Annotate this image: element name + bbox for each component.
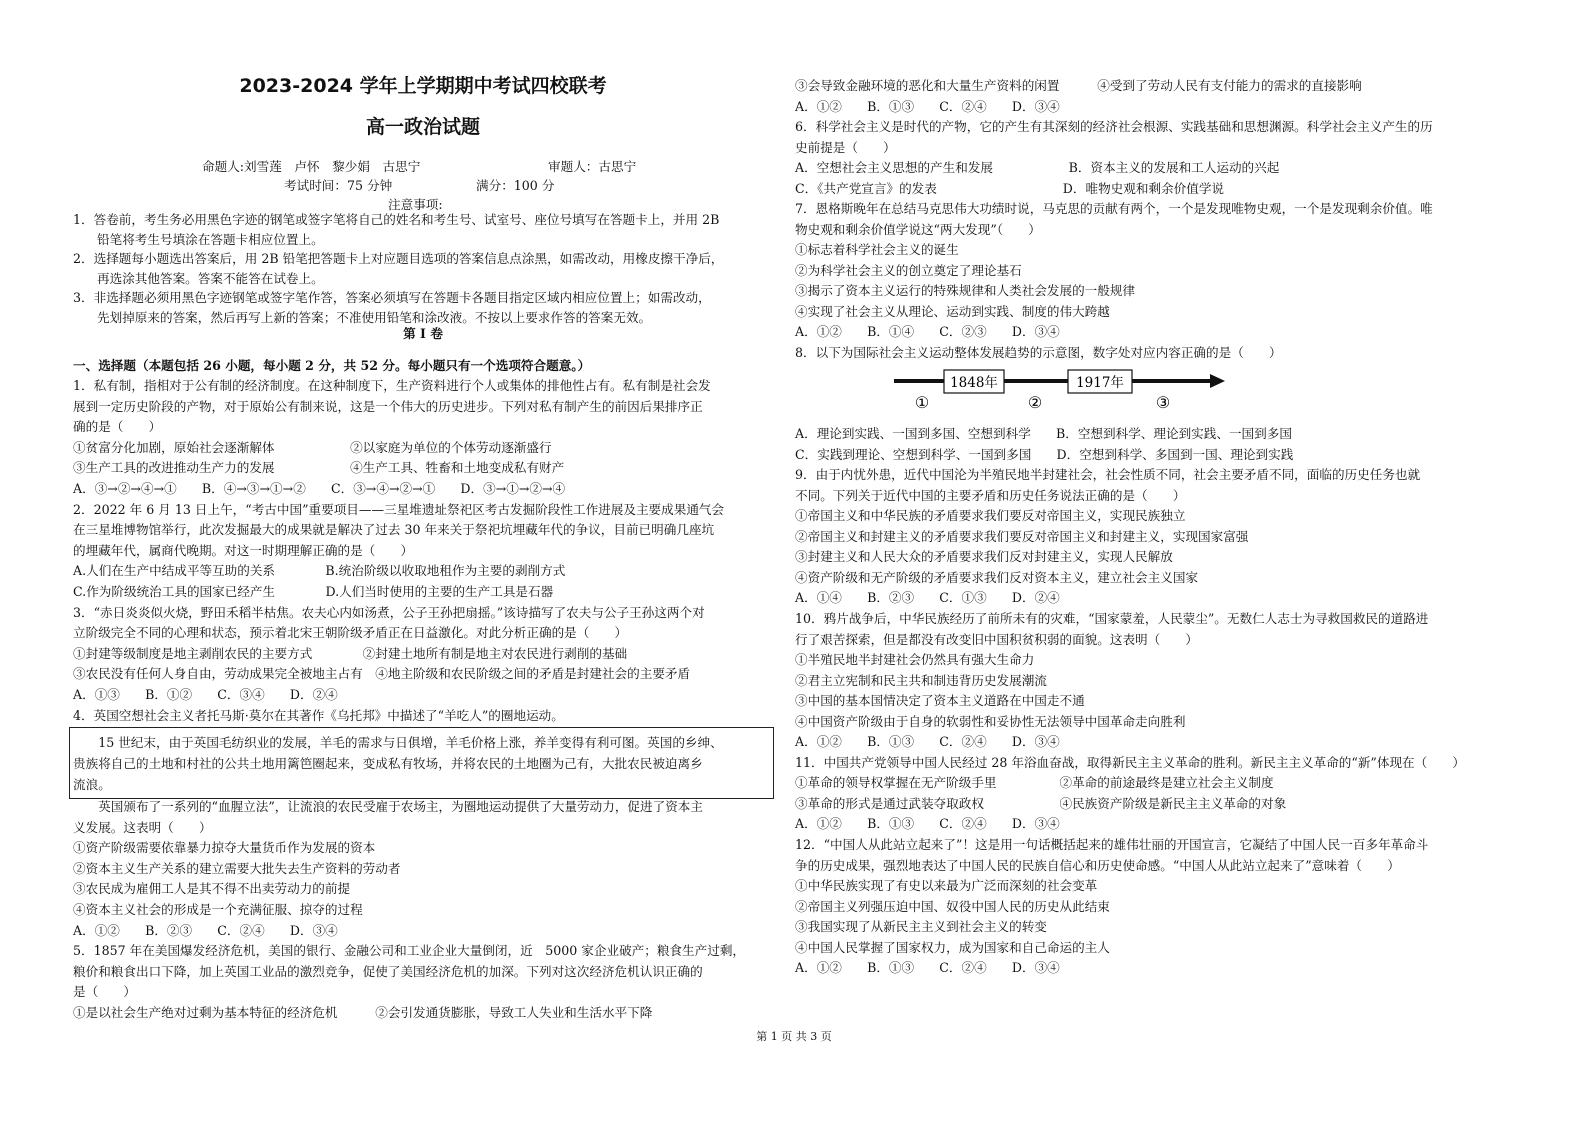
right-lines2-line: ③中国的基本国情决定了资本主义道路在中国走不通 bbox=[795, 693, 1085, 709]
page-footer: 第 1 页 共 3 页 bbox=[756, 1030, 832, 1043]
right-lines2-line: ④资产阶级和无产阶级的矛盾要求我们反对资本主义，建立社会主义国家 bbox=[795, 569, 1198, 585]
right-lines2-line: A．①② B．①③ C．②④ D．③④ bbox=[795, 816, 1060, 832]
timeline-diagram bbox=[890, 365, 1235, 415]
right-lines2-line: 10．鸦片战争后，中华民族经历了前所未有的灾难，“国家蒙羞，人民蒙尘”。无数仁人志士为寻救国救民的道路进 bbox=[795, 610, 1429, 626]
right-lines2-line: 行了艰苦探索，但是都没有改变旧中国积贫积弱的面貌。这表明（ ） bbox=[795, 631, 1198, 647]
right-lines2-line: 争的历史成果，强烈地表达了中国人民的民族自信心和历史使命感。“中国人从此站立起来了”意味着（ ） bbox=[795, 857, 1400, 873]
left-lines2-line: 是（ ） bbox=[73, 984, 136, 1000]
left-lines-line: 1．私有制，指相对于公有制的经济制度。在这种制度下，生产资料进行个人或集体的排他性占有。私有制是社会发 bbox=[73, 378, 711, 393]
left-lines-line: 立阶级完全不同的心理和状态，预示着北宋王朝阶级矛盾正在日益激化。对此分析正确的是（ ） bbox=[73, 625, 628, 641]
left-lines2-line: 英国颁布了一系列的“血腥立法”，让流浪的农民受雇于农场主，为圈地运动提供了大量劳动力，促进了资本主 bbox=[73, 799, 703, 814]
reviewer-line: 审题人：古思宁 bbox=[548, 159, 637, 174]
box-lines-line: 15 世纪末，由于英国毛纺织业的发展，羊毛的需求与日俱增，羊毛价格上涨，养羊变得有利可图。英国的乡绅、 bbox=[73, 735, 723, 750]
left-lines-line: 4．英国空想社会主义者托马斯·莫尔在其著作《乌托邦》中描述了“羊吃人”的圈地运动。 bbox=[73, 707, 564, 723]
notices-line: 2．选择题每小题选出答案后，用 2B 铅笔把答题卡上对应题目选项的答案信息点涂黑，如需改动，用橡皮擦干净后， bbox=[73, 251, 724, 267]
right-lines2-line: ①帝国主义和中华民族的矛盾要求我们要反对帝国主义，实现民族独立 bbox=[795, 508, 1186, 524]
left-lines-line: ①贫富分化加剧，原始社会逐渐解体 ②以家庭为单位的个体劳动逐渐盛行 bbox=[73, 439, 552, 455]
notices-line: 先划掉原来的答案，然后再写上新的答案；不准使用铅笔和涂改液。不按以上要求作答的答案无效。 bbox=[97, 310, 652, 325]
left-lines-line: A.人们在生产中结成平等互助的关系 B.统治阶级以收取地租作为主要的剥削方式 bbox=[73, 563, 566, 579]
box-lines-line: 贵族将自己的土地和村社的公共土地用篱笆圈起来，变成私有牧场，并将农民的土地圈为己有，大批农民被迫离乡 bbox=[73, 756, 703, 771]
left-lines-line: 展到一定历史阶段的产物，对于原始公有制来说，这是一个伟大的历史进步。下列对私有制产生的前因后果排序正 bbox=[73, 398, 703, 414]
timeline-label-1848: 1848年 bbox=[950, 375, 998, 391]
right-lines-line: C．《共产党宣言》的发表 D．唯物史观和剩余价值学说 bbox=[795, 180, 1225, 196]
notices-line: 3．非选择题必须用黑色字迹钢笔或签字笔作答，答案必须填写在答题卡各题目指定区域内相应位置上；如需改动， bbox=[73, 290, 711, 306]
left-lines-line: A．③→②→④→① B．④→③→①→② C．③→④→②→① D．③→①→②→④ bbox=[73, 481, 566, 496]
right-lines2-line: ④中国人民掌握了国家权力，成为国家和自己命运的主人 bbox=[795, 939, 1110, 955]
part-title: 一、选择题（本题包括 26 小题，每小题 2 分，共 52 分。每小题只有一个选项符合题意。） bbox=[73, 358, 591, 373]
right-lines2-line: ③我国实现了从新民主主义到社会主义的转变 bbox=[795, 919, 1047, 935]
right-lines2-line: 11．中国共产党领导中国人民经过 28 年浴血奋战，取得新民主主义革命的胜利。新民主主义革命的“新”体现在（ ） bbox=[795, 754, 1466, 770]
exam-time: 考试时间：75 分钟 bbox=[284, 178, 393, 193]
right-lines2-line: 9．由于内忧外患，近代中国沦为半殖民地半封建社会，社会性质不同，社会主要矛盾不同，面临的历史任务也就 bbox=[795, 467, 1421, 483]
left-lines-line: 的埋藏年代，属商代晚期。对这一时期理解正确的是（ ） bbox=[73, 542, 414, 558]
left-lines2-line: ①是以社会生产绝对过剩为基本特征的经济危机 ②会引发通货膨胀，导致工人失业和生活水平下降 bbox=[73, 1005, 653, 1020]
left-lines2-line: 粮价和粮食出口下降，加上英国工业品的激烈竞争，促使了美国经济危机的加深。下列对这次经济危机认识正确的 bbox=[73, 963, 703, 979]
right-lines2-line: A．①④ B．②③ C．①③ D．②④ bbox=[795, 590, 1060, 606]
full-score: 满分：100 分 bbox=[476, 178, 555, 193]
timeline-marker-1: ① bbox=[914, 393, 930, 412]
right-lines2-line: A．①② B．①③ C．②④ D．③④ bbox=[795, 734, 1060, 750]
right-lines-line: 8．以下为国际社会主义运动整体发展趋势的示意图，数字处对应内容正确的是（ ） bbox=[795, 344, 1282, 360]
left-lines-line: ③农民没有任何人身自由，劳动成果完全被地主占有 ④地主阶级和农民阶级之间的矛盾是封建社会的主要矛盾 bbox=[73, 666, 691, 682]
exam-subtitle: 高一政治试题 bbox=[365, 116, 480, 138]
exam-title: 2023-2024 学年上学期期中考试四校联考 bbox=[239, 75, 607, 97]
right-lines2-line: ③革命的形式是通过武装夺取政权 ④民族资产阶级是新民主主义革命的对象 bbox=[795, 795, 1287, 811]
right-lines2-line: 12．“中国人从此站立起来了”！这是用一句话概括起来的雄伟壮丽的开国宣言，它凝结了中国人民一百多年革命斗 bbox=[795, 837, 1429, 852]
notices-line: 铅笔将考生号填涂在答题卡相应位置上。 bbox=[97, 231, 324, 247]
left-lines-line: 确的是（ ） bbox=[73, 419, 162, 435]
right-lines2-line: A．理论到实践、一国到多国、空想到科学 B．空想到科学、理论到实践、一国到多国 bbox=[795, 426, 1292, 441]
left-lines-line: ①封建等级制度是地主剥削农民的主要方式 ②封建土地所有制是地主对农民进行剥削的基础 bbox=[73, 645, 628, 661]
timeline-marker-2: ② bbox=[1027, 393, 1043, 412]
notice-title: 注意事项: bbox=[388, 197, 443, 212]
right-lines2-line: ②君主立宪制和民主共和制违背历史发展潮流 bbox=[795, 672, 1047, 688]
left-lines2-line: ④资本主义社会的形成是一个充满征服、掠夺的过程 bbox=[73, 902, 363, 917]
right-lines-line: ③会导致金融环境的恶化和大量生产资料的闲置 ④受到了劳动人民有支付能力的需求的直接影响 bbox=[795, 78, 1362, 93]
right-lines2-line: 不同。下列关于近代中国的主要矛盾和历史任务说法正确的是（ ） bbox=[795, 487, 1186, 503]
timeline-label-1917: 1917年 bbox=[1076, 375, 1124, 391]
right-lines2-line: ①革命的领导权掌握在无产阶级手里 ②革命的前途最终是建立社会主义制度 bbox=[795, 775, 1274, 791]
right-lines-line: 史前提是（ ） bbox=[795, 139, 896, 155]
right-lines-line: ③揭示了资本主义运行的特殊规律和人类社会发展的一般规律 bbox=[795, 283, 1136, 298]
right-lines2-line: ③封建主义和人民大众的矛盾要求我们反对封建主义，实现人民解放 bbox=[795, 549, 1173, 565]
left-lines-line: ③生产工具的改进推动生产力的发展 ④生产工具、牲畜和土地变成私有财产 bbox=[73, 460, 565, 476]
timeline-marker-3: ③ bbox=[1155, 393, 1171, 412]
right-lines2-line: ④中国资产阶级由于自身的软弱性和妥协性无法领导中国革命走向胜利 bbox=[795, 713, 1186, 729]
left-lines2-line: ③农民成为雇佣工人是其不得不出卖劳动力的前提 bbox=[73, 881, 351, 897]
left-lines-line: 2．2022 年 6 月 13 日上午，“考古中国”重要项目——三星堆遗址祭祀区考古发掘阶段性工作进展及主要成果通气会 bbox=[73, 501, 725, 517]
left-lines2-line: A．①② B．②③ C．②④ D．③④ bbox=[73, 922, 338, 938]
right-lines2-line: ②帝国主义和封建主义的矛盾要求我们要反对帝国主义和封建主义，实现国家富强 bbox=[795, 528, 1249, 544]
box-lines-line: 流浪。 bbox=[73, 777, 111, 792]
section-title: 第 I 卷 bbox=[403, 326, 443, 341]
right-lines-line: A．空想社会主义思想的产生和发展 B．资本主义的发展和工人运动的兴起 bbox=[795, 160, 1280, 175]
right-lines2-line: C．实践到理论、空想到科学、一国到多国 D．空想到科学、多国到一国、理论到实践 bbox=[795, 446, 1294, 462]
right-lines-line: 物史观和剩余价值学说这“两大发现”（ ） bbox=[795, 221, 1041, 237]
left-lines-line: 3．“赤日炎炎似火烧，野田禾稻半枯焦。农夫心内如汤煮，公子王孙把扇摇。”该诗描写了农夫与公子王孙这两个对 bbox=[73, 604, 705, 620]
right-lines-line: A．①② B．①③ C．②④ D．③④ bbox=[795, 98, 1060, 114]
right-lines-line: 7．恩格斯晚年在总结马克思伟大功绩时说，马克思的贡献有两个，一个是发现唯物史观，一个是发现剩余价值。唯 bbox=[795, 201, 1433, 216]
left-lines-line: A．①③ B．①② C．③④ D．②④ bbox=[73, 687, 338, 702]
right-lines2-line: ①半殖民地半封建社会仍然具有强大生命力 bbox=[795, 652, 1035, 668]
right-lines-line: ①标志着科学社会主义的诞生 bbox=[795, 242, 959, 257]
right-lines2-line: A．①② B．①③ C．②④ D．③④ bbox=[795, 960, 1060, 976]
authors-line: 命题人:刘雪莲 卢怀 黎少娟 古思宁 bbox=[202, 159, 421, 174]
notices-line: 再选涂其他答案。答案不能答在试卷上。 bbox=[97, 270, 324, 286]
notices-line: 1．答卷前，考生务必用黑色字迹的钢笔或签字笔将自己的姓名和考生号、试室号、座位号填写在答题卡上，并用 2B bbox=[73, 212, 720, 227]
left-lines-line: 在三星堆博物馆举行，此次发掘最大的成果就是解决了过去 30 年来关于祭祀坑埋藏年代的争议，目前已明确几座坑 bbox=[73, 522, 715, 538]
right-lines-line: ④实现了社会主义从理论、运动到实践、制度的伟大跨越 bbox=[795, 303, 1110, 319]
left-lines2-line: ②资本主义生产关系的建立需要大批失去生产资料的劳动者 bbox=[73, 860, 401, 876]
right-lines-line: A．①② B．①④ C．②③ D．③④ bbox=[795, 324, 1060, 339]
timeline-arrowhead bbox=[1210, 374, 1225, 388]
left-lines2-line: 5．1857 年在美国爆发经济危机，美国的银行、金融公司和工业企业大量倒闭，近 5000 家企业破产；粮食生产过剩， bbox=[73, 943, 746, 959]
right-lines2-line: ①中华民族实现了有史以来最为广泛而深刻的社会变革 bbox=[795, 878, 1098, 894]
right-lines-line: 6．科学社会主义是时代的产物，它的产生有其深刻的经济社会根源、实践基础和思想渊源。科学社会主义产生的历 bbox=[795, 119, 1433, 134]
left-lines2-line: 义发展。这表明（ ） bbox=[73, 819, 212, 835]
right-lines-line: ②为科学社会主义的创立奠定了理论基石 bbox=[795, 262, 1022, 278]
right-lines2-line: ②帝国主义列强压迫中国、奴役中国人民的历史从此结束 bbox=[795, 898, 1110, 914]
left-lines-line: C.作为阶级统治工具的国家已经产生 D.人们当时使用的主要的生产工具是石器 bbox=[73, 584, 554, 599]
left-lines2-line: ①资产阶级需要依靠暴力掠夺大量货币作为发展的资本 bbox=[73, 840, 376, 856]
